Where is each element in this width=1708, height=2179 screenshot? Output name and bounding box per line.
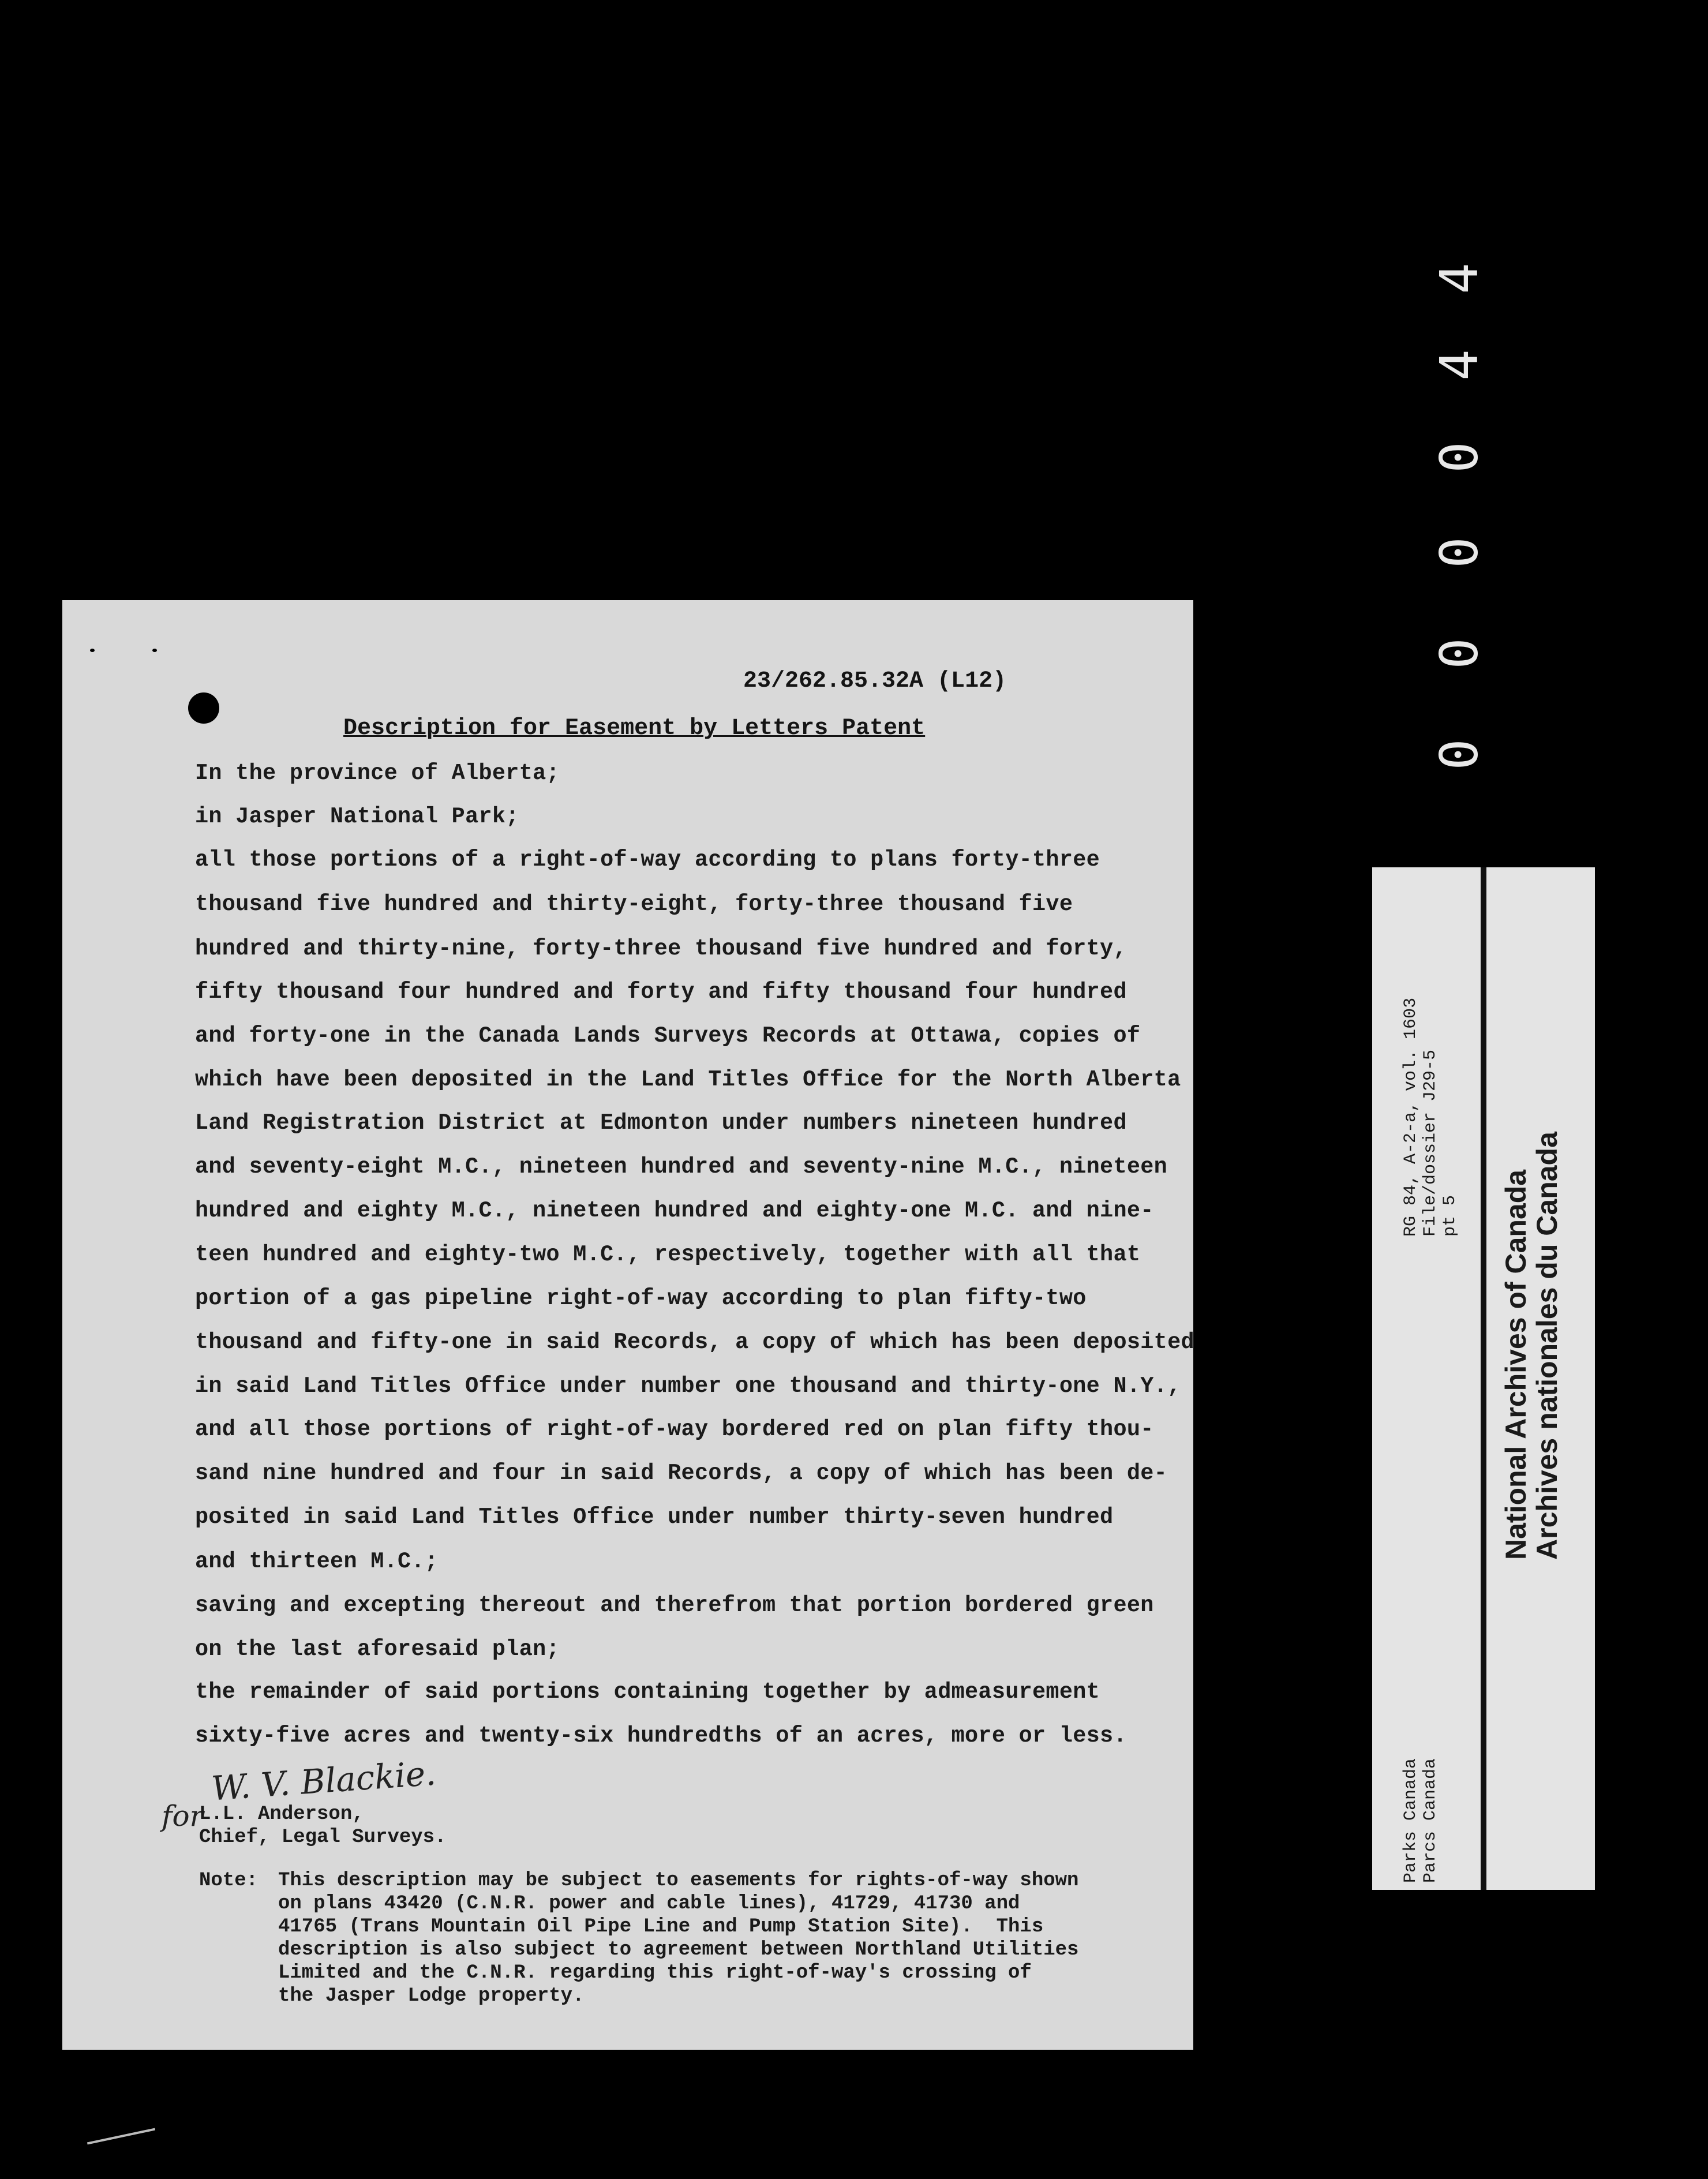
frame-digit: 0 [1429,441,1490,473]
film-scratch [87,2128,155,2145]
speck-mark [152,649,157,652]
body-line: thousand five hundred and thirty-eight, forty-three thousand five [195,892,1073,917]
frame-digit: 4 [1429,263,1490,294]
note-line: the Jasper Lodge property. [278,1985,585,2007]
body-line: thousand and fifty-one in said Records, a copy of which has been deposited [195,1330,1194,1355]
frame-digit: 0 [1429,537,1490,568]
note-line: 41765 (Trans Mountain Oil Pipe Line and Pump Station Site). This [278,1916,1044,1938]
body-line: sixty-five acres and twenty-six hundredths of an acres, more or less. [195,1723,1127,1749]
body-line: portion of a gas pipeline right-of-way according to plan fifty-two [195,1286,1087,1311]
body-line: in said Land Titles Office under number one thousand and thirty-one N.Y., [195,1373,1181,1399]
department-line: Parcs Canada [1421,1758,1440,1883]
note-line: description is also subject to agreement between Northland Utilities [278,1939,1079,1961]
document-page [62,600,1193,2050]
body-line: and seventy-eight M.C., nineteen hundred and seventy-nine M.C., nineteen [195,1154,1168,1180]
body-line: teen hundred and eighty-two M.C., respectively, together with all that [195,1242,1141,1267]
signatory-name: L.L. Anderson, [199,1803,364,1825]
archive-reference-line: pt 5 [1440,1195,1460,1237]
note-label: Note: [199,1870,259,1892]
signatory-title: Chief, Legal Surveys. [199,1826,447,1848]
body-line: all those portions of a right-of-way according to plans forty-three [195,847,1100,873]
handwritten-signature: W. V. Blackie. [210,1753,437,1809]
body-line: which have been deposited in the Land Titles Office for the North Alberta [195,1067,1181,1092]
archive-reference-line: File/dossier J29-5 [1421,1049,1440,1237]
body-line: and all those portions of right-of-way bordered red on plan fifty thou- [195,1417,1154,1442]
file-reference: 23/262.85.32A (L12) [743,668,1007,694]
institution-name: Archives nationales du Canada [1531,1132,1563,1560]
body-line: hundred and eighty M.C., nineteen hundred and eighty-one M.C. and nine- [195,1198,1154,1223]
frame-digit: 0 [1429,739,1490,770]
archive-reference-line: RG 84, A-2-a, vol. 1603 [1401,997,1421,1237]
institution-name: National Archives of Canada [1500,1169,1532,1560]
department-line: Parks Canada [1401,1758,1421,1883]
body-line: and forty-one in the Canada Lands Surveys Records at Ottawa, copies of [195,1023,1141,1049]
body-line: saving and excepting thereout and therefrom that portion bordered green [195,1593,1154,1618]
body-line: hundred and thirty-nine, forty-three thousand five hundred and forty, [195,936,1127,961]
note-line: This description may be subject to easements for rights-of-way shown [278,1870,1079,1892]
archive-label [1372,867,1595,1890]
speck-mark [90,649,95,652]
body-line: in Jasper National Park; [195,804,519,829]
body-line: on the last aforesaid plan; [195,1637,560,1662]
body-line: the remainder of said portions containing together by admeasurement [195,1679,1100,1705]
body-line: and thirteen M.C.; [195,1549,439,1574]
document-title: Description for Easement by Letters Patent [343,716,926,742]
body-line: posited in said Land Titles Office under number thirty-seven hundred [195,1504,1114,1530]
handwritten-for-mark: for [162,1799,204,1833]
note-line: on plans 43420 (C.N.R. power and cable lines), 41729, 41730 and [278,1893,1020,1915]
body-line: sand nine hundred and four in said Records, a copy of which has been de- [195,1461,1168,1486]
punch-hole [188,692,219,724]
frame-digit: 4 [1429,349,1490,381]
frame-digit: 0 [1429,638,1490,669]
body-line: Land Registration District at Edmonton under numbers nineteen hundred [195,1110,1127,1136]
note-line: Limited and the C.N.R. regarding this right-of-way's crossing of [278,1962,1032,1984]
body-line: fifty thousand four hundred and forty and fifty thousand four hundred [195,979,1127,1005]
label-divider [1481,867,1486,1890]
body-line: In the province of Alberta; [195,761,560,786]
